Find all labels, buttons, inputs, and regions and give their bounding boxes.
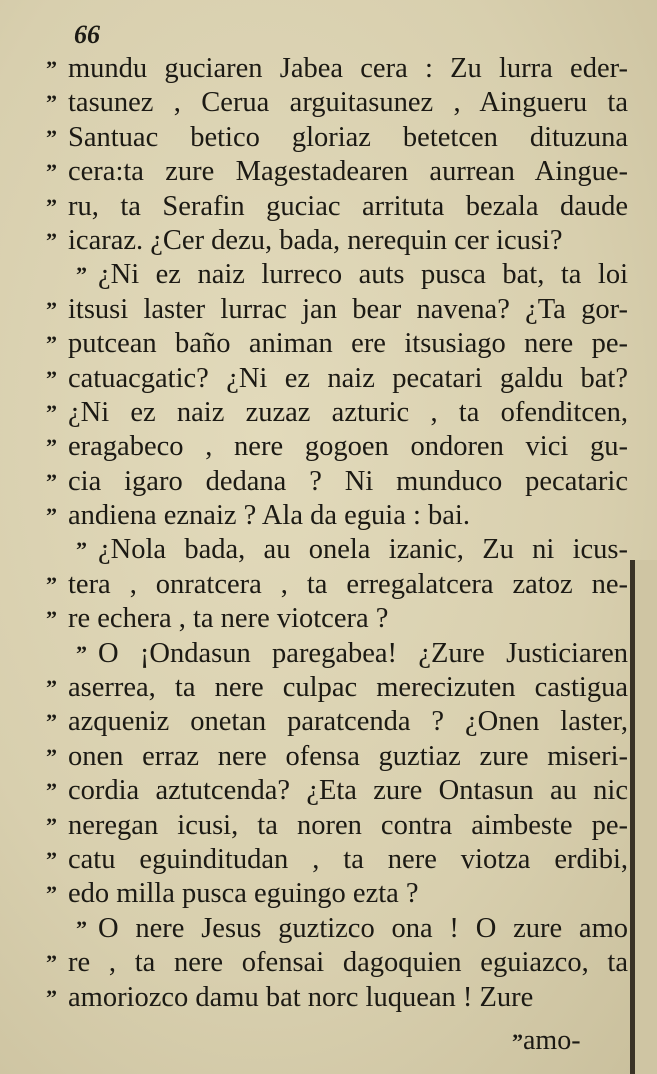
line-text: putcean baño animan ere itsusiago nere pe- [68,328,628,360]
text-line [46,533,628,567]
line-text: O nere Jesus guztizco ona ! O zure amo [98,912,628,944]
quote-mark: ” [46,159,57,185]
line-text: neregan icusi, ta noren contra aimbeste pe- [68,809,628,841]
text-line [46,465,628,499]
line-text: cia igaro dedana ? Ni munduco pecataric [68,465,628,497]
quote-mark: ” [46,227,57,253]
quote-mark: ” [46,193,57,219]
quote-mark: ” [46,468,57,494]
page-number: 66 [74,20,100,49]
text-line [46,155,628,189]
catchword: ”amo- [512,1025,581,1056]
text-line [46,258,628,292]
line-text: mundu guciaren Jabea cera : Zu lurra eder- [68,53,628,84]
text-line [46,52,628,86]
quote-mark: ” [46,434,57,460]
text-line [46,396,628,430]
text-line [46,912,628,946]
line-text: cordia aztutcenda? ¿Eta zure Ontasun au nic [68,775,628,807]
text-line [46,843,628,877]
quote-mark: ” [46,399,57,425]
line-text: ¿Nola bada, au onela izanic, Zu ni icus- [98,534,628,566]
quote-mark: ” [46,503,57,529]
line-text: andiena eznaiz ? Ala da eguia : bai. [68,500,470,532]
text-line [46,86,628,120]
text-line [46,774,628,808]
text-line [46,121,628,155]
quote-mark: ” [46,571,57,597]
quote-mark: ” [46,331,57,357]
text-line [46,430,628,464]
line-text: ¿Ni ez naiz zuzaz azturic , ta ofenditcen, [68,396,628,428]
text-line [46,293,628,327]
quote-mark: ” [76,640,87,666]
text-line [46,190,628,224]
text-line [46,637,628,671]
text-line [46,568,628,602]
text-line [46,981,628,1015]
line-text: aserrea, ta nere culpac merecizuten castigua [68,672,628,704]
line-text: eragabeco , nere gogoen ondoren vici gu- [68,431,628,463]
line-text: O ¡Ondasun paregabea! ¿Zure Justiciaren [98,637,628,669]
line-text: ¿Ni ez naiz lurreco auts pusca bat, ta loi [98,259,628,291]
text-body [46,52,628,1015]
quote-mark: ” [46,296,57,322]
quote-mark: ” [46,675,57,701]
quote-mark: ” [46,812,57,838]
quote-mark: ” [46,984,57,1010]
next-page-margin [635,560,657,1074]
text-line [46,224,628,258]
text-line [46,705,628,739]
line-text: catu eguinditudan , ta nere viotza erdibi, [68,843,628,875]
text-line [46,740,628,774]
line-text: tasunez , Cerua arguitasunez , Aingueru ta [68,87,628,119]
line-text: azqueniz onetan paratcenda ? ¿Onen laster, [68,706,628,738]
line-text: Santuac betico gloriaz betetcen dituzuna [68,121,628,153]
line-text: itsusi laster lurrac jan bear navena? ¿Ta gor- [68,293,628,325]
quote-mark: ” [46,709,57,735]
quote-mark: ” [46,778,57,804]
quote-mark: ” [46,90,57,116]
text-line [46,602,628,636]
line-text: edo milla pusca eguingo ezta ? [68,878,419,910]
line-text: catuacgatic? ¿Ni ez naiz pecatari galdu bat? [68,362,628,394]
line-text: cera:ta zure Magestadearen aurrean Aingue- [68,156,628,188]
quote-mark: ” [76,262,87,288]
text-line [46,946,628,980]
line-text: tera , onratcera , ta erregalatcera zatoz ne- [68,568,628,600]
text-line [46,877,628,911]
line-text: icaraz. ¿Cer dezu, bada, nerequin cer icusi? [68,224,563,256]
line-text: re echera , ta nere viotcera ? [68,603,389,635]
quote-mark: ” [46,606,57,632]
line-text: amoriozco damu bat norc luquean ! Zure [68,981,534,1013]
quote-mark: ” [46,950,57,976]
text-line [46,362,628,396]
text-line [46,671,628,705]
quote-mark: ” [46,124,57,150]
text-line [46,809,628,843]
line-text: onen erraz nere ofensa guztiaz zure miseri- [68,740,628,772]
quote-mark: ” [76,537,87,563]
quote-mark: ” [46,846,57,872]
line-text: ru, ta Serafin guciac arrituta bezala daude [68,190,628,222]
quote-mark: ” [46,881,57,907]
quote-mark: ” [46,56,57,81]
quote-mark: ” [76,915,87,941]
quote-mark: ” [46,365,57,391]
text-line [46,327,628,361]
text-line [46,499,628,533]
quote-mark: ” [46,743,57,769]
line-text: re , ta nere ofensai dagoquien eguiazco, ta [68,947,628,979]
